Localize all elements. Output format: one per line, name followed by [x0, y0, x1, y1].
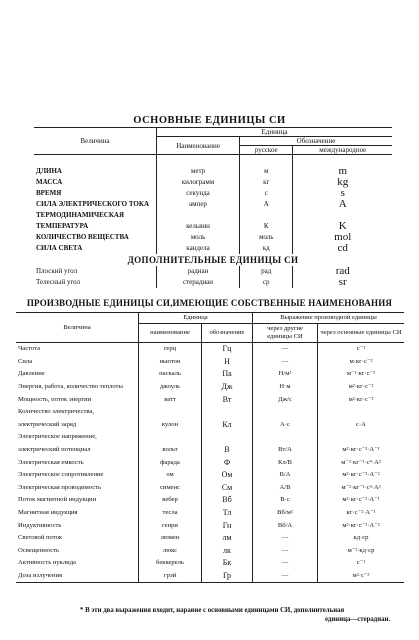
quantity-cell: Активность нуклида [16, 557, 139, 570]
unit-name-cell: ньютон [139, 356, 202, 369]
header-russian: русское [240, 146, 293, 155]
via-base-cell: м⁻¹·кг·с⁻² [318, 368, 405, 381]
table-row [34, 177, 392, 188]
symbol-cell: Тл [202, 507, 253, 520]
unit-name-cell: генри [139, 519, 202, 532]
header-name: наименование [139, 324, 202, 343]
header-international: международное [293, 146, 392, 155]
symbol-cell: Гн [202, 519, 253, 532]
unit-name-cell: моль [157, 232, 240, 243]
table-row [16, 406, 404, 419]
intl-symbol-cell: s [293, 188, 392, 199]
ru-symbol-cell: м [240, 166, 293, 177]
ru-symbol-cell [240, 210, 293, 221]
unit-name-cell: вольт [139, 444, 202, 457]
footnote-line-2: единица—стерадиан. [325, 616, 391, 623]
intl-symbol-cell: kg [293, 177, 392, 188]
header-via-base: через основные единицы СИ [318, 324, 405, 343]
quantity-cell: ТЕМПЕРАТУРА [34, 221, 157, 232]
intl-symbol-cell: mol [293, 232, 392, 243]
via-base-cell: м·кг·с⁻² [318, 356, 405, 369]
ru-symbol-cell: А [240, 199, 293, 210]
table-row [16, 545, 404, 558]
quantity-cell: Световой поток [16, 532, 139, 545]
via-other-cell: — [253, 532, 318, 545]
unit-name-cell: метр [157, 166, 240, 177]
table-row [16, 532, 404, 545]
unit-name-cell: стерадиан [157, 277, 240, 288]
via-other-cell: Кл/В [253, 456, 318, 469]
table-row [16, 482, 404, 495]
base-units-title: ОСНОВНЫЕ ЕДИНИЦЫ СИ [133, 115, 286, 126]
ru-symbol-cell: с [240, 188, 293, 199]
intl-symbol-cell: rad [293, 266, 392, 277]
header-quantity: Величина [16, 313, 139, 343]
ru-symbol-cell: кг [240, 177, 293, 188]
intl-symbol-cell: m [293, 166, 392, 177]
unit-name-cell: килограмм [157, 177, 240, 188]
via-base-cell: с⁻¹ [318, 557, 405, 570]
quantity-cell: МАССА [34, 177, 157, 188]
via-other-cell: В·с [253, 494, 318, 507]
table-row [16, 494, 404, 507]
table-row [16, 519, 404, 532]
quantity-cell: ВРЕМЯ [34, 188, 157, 199]
quantity-cell: Телесный угол [34, 277, 157, 288]
symbol-cell: лм [202, 532, 253, 545]
symbol-cell: лк [202, 545, 253, 558]
symbol-cell: Бк [202, 557, 253, 570]
quantity-cell: Мощность, поток энергии [16, 393, 139, 406]
via-base-cell: м²·кг·с⁻² [318, 381, 405, 394]
unit-name-cell: герц [139, 343, 202, 356]
symbol-cell [202, 431, 253, 444]
via-other-cell: — [253, 570, 318, 583]
unit-name-cell: вебер [139, 494, 202, 507]
table-row [16, 456, 404, 469]
via-other-cell: — [253, 343, 318, 356]
quantity-cell: электрический потенциал [16, 444, 139, 457]
symbol-cell: Дж [202, 381, 253, 394]
base-units-table [34, 127, 392, 288]
via-other-cell: Н/м² [253, 368, 318, 381]
symbol-cell: Гц [202, 343, 253, 356]
via-base-cell: кд·ср [318, 532, 405, 545]
ru-symbol-cell: моль [240, 232, 293, 243]
via-base-cell [318, 406, 405, 419]
quantity-cell: Давление [16, 368, 139, 381]
via-other-cell [253, 431, 318, 444]
table-row [34, 199, 392, 210]
symbol-cell: Вб [202, 494, 253, 507]
quantity-cell: Плоский угол [34, 266, 157, 277]
unit-name-cell: беккерель [139, 557, 202, 570]
ru-symbol-cell: кд [240, 243, 293, 254]
symbol-cell: Гр [202, 570, 253, 583]
unit-name-cell: ом [139, 469, 202, 482]
unit-name-cell: кандела [157, 243, 240, 254]
header-unit: Единица [157, 128, 393, 137]
table-row [16, 356, 404, 369]
table-row [16, 557, 404, 570]
via-base-cell: м²·с⁻² [318, 570, 405, 583]
via-base-cell: кг·с⁻²·А⁻¹ [318, 507, 405, 520]
via-other-cell [253, 406, 318, 419]
table-row [34, 277, 392, 288]
via-other-cell: А·с [253, 419, 318, 432]
symbol-cell: Н [202, 356, 253, 369]
quantity-cell: Электрическое сопротивление [16, 469, 139, 482]
via-base-cell [318, 431, 405, 444]
ru-symbol-cell: рад [240, 266, 293, 277]
quantity-cell: Освещенность [16, 545, 139, 558]
ru-symbol-cell: К [240, 221, 293, 232]
quantity-cell: ТЕРМОДИНАМИЧЕСКАЯ [34, 210, 157, 221]
unit-name-cell: сименс [139, 482, 202, 495]
header-designation: обозначение [202, 324, 253, 343]
header-name: Наименование [157, 137, 240, 155]
unit-name-cell: грэй [139, 570, 202, 583]
quantity-cell: СИЛА СВЕТА [34, 243, 157, 254]
quantity-cell: Энергия, работа, количество теплоты [16, 381, 139, 394]
footnote [80, 606, 410, 624]
via-other-cell: — [253, 545, 318, 558]
via-base-cell: м²·кг·с⁻²·А⁻² [318, 519, 405, 532]
symbol-cell: Вт [202, 393, 253, 406]
unit-name-cell: кулон [139, 419, 202, 432]
unit-name-cell [157, 210, 240, 221]
via-other-cell: — [253, 356, 318, 369]
unit-name-cell: кельвин [157, 221, 240, 232]
via-base-cell: м²·кг·с⁻³·А⁻² [318, 469, 405, 482]
unit-name-cell: фарада [139, 456, 202, 469]
header-quantity: Величина [34, 128, 157, 155]
footnote-line-1: * В эти два выражения входит, наравне с основными единицами СИ, дополнительная [80, 607, 345, 614]
quantity-cell: Электрическое напряжение, [16, 431, 139, 444]
quantity-cell: СИЛА ЭЛЕКТРИЧЕСКОГО ТОКА [34, 199, 157, 210]
quantity-cell: Доза излучения [16, 570, 139, 583]
quantity-cell: Частота [16, 343, 139, 356]
via-other-cell: Дж/с [253, 393, 318, 406]
quantity-cell: Количество электричества, [16, 406, 139, 419]
quantity-cell: Электрическая проводимость [16, 482, 139, 495]
table-row [16, 419, 404, 432]
quantity-cell: электрический заряд [16, 419, 139, 432]
via-base-cell: м⁻²·кг⁻¹·с³·А² [318, 482, 405, 495]
unit-name-cell: радиан [157, 266, 240, 277]
via-base-cell: с⁻¹ [318, 343, 405, 356]
unit-name-cell: ватт [139, 393, 202, 406]
symbol-cell: Ом [202, 469, 253, 482]
symbol-cell: Кл [202, 419, 253, 432]
via-other-cell: В/А [253, 469, 318, 482]
quantity-cell: Поток магнитной индукции [16, 494, 139, 507]
unit-name-cell [139, 431, 202, 444]
via-base-cell: м⁻²·кг⁻¹·с⁴·А² [318, 456, 405, 469]
via-other-cell: Вб/м² [253, 507, 318, 520]
ru-symbol-cell: ср [240, 277, 293, 288]
table-row [16, 343, 404, 356]
intl-symbol-cell: cd [293, 243, 392, 254]
unit-name-cell [139, 406, 202, 419]
via-base-cell: м²·кг·с⁻²·А⁻¹ [318, 494, 405, 507]
header-unit: Единица [139, 313, 253, 324]
header-via-other: через другие единицы СИ [253, 324, 318, 343]
unit-name-cell: джоуль [139, 381, 202, 394]
quantity-cell: КОЛИЧЕСТВО ВЕЩЕСТВА [34, 232, 157, 243]
table-row [16, 444, 404, 457]
header-designation: Обозначение [240, 137, 393, 146]
via-other-cell: Вб/А [253, 519, 318, 532]
intl-symbol-cell: A [293, 199, 392, 210]
quantity-cell: Индуктивность [16, 519, 139, 532]
via-other-cell: А/В [253, 482, 318, 495]
via-base-cell: м⁻²·кд·ср [318, 545, 405, 558]
unit-name-cell: паскаль [139, 368, 202, 381]
unit-name-cell: люмен [139, 532, 202, 545]
quantity-cell: ДЛИНА [34, 166, 157, 177]
via-other-cell: — [253, 557, 318, 570]
quantity-cell: Сила [16, 356, 139, 369]
unit-name-cell: тесла [139, 507, 202, 520]
quantity-cell: Электрическая емкость [16, 456, 139, 469]
via-other-cell: Вт/А [253, 444, 318, 457]
symbol-cell: Па [202, 368, 253, 381]
symbol-cell: См [202, 482, 253, 495]
symbol-cell: Ф [202, 456, 253, 469]
unit-name-cell: люкс [139, 545, 202, 558]
unit-name-cell: ампер [157, 199, 240, 210]
derived-units-title: ПРОИЗВОДНЫЕ ЕДИНИЦЫ СИ,ИМЕЮЩИЕ СОБСТВЕННЫЕ НАИМЕНОВАНИЯ [26, 298, 393, 308]
symbol-cell: В [202, 444, 253, 457]
table-row [16, 469, 404, 482]
via-base-cell: м²·кг·с⁻³ [318, 393, 405, 406]
via-base-cell: м²·кг·с⁻³·А⁻¹ [318, 444, 405, 457]
additional-units-title: ДОПОЛНИТЕЛЬНЫЕ ЕДИНИЦЫ СИ [127, 254, 299, 265]
table-row [16, 381, 404, 394]
derived-units-table [16, 312, 404, 583]
table-row [16, 368, 404, 381]
intl-symbol-cell: sr [293, 277, 392, 288]
intl-symbol-cell: K [293, 221, 392, 232]
table-row [16, 507, 404, 520]
header-expression: Выражение производной единицы [253, 313, 405, 324]
unit-name-cell: секунда [157, 188, 240, 199]
table-row [34, 243, 392, 254]
via-base-cell: с·А [318, 419, 405, 432]
table-row [16, 393, 404, 406]
table-row [16, 431, 404, 444]
table-row [16, 570, 404, 583]
via-other-cell: Н·м [253, 381, 318, 394]
symbol-cell [202, 406, 253, 419]
quantity-cell: Магнитная индукция [16, 507, 139, 520]
